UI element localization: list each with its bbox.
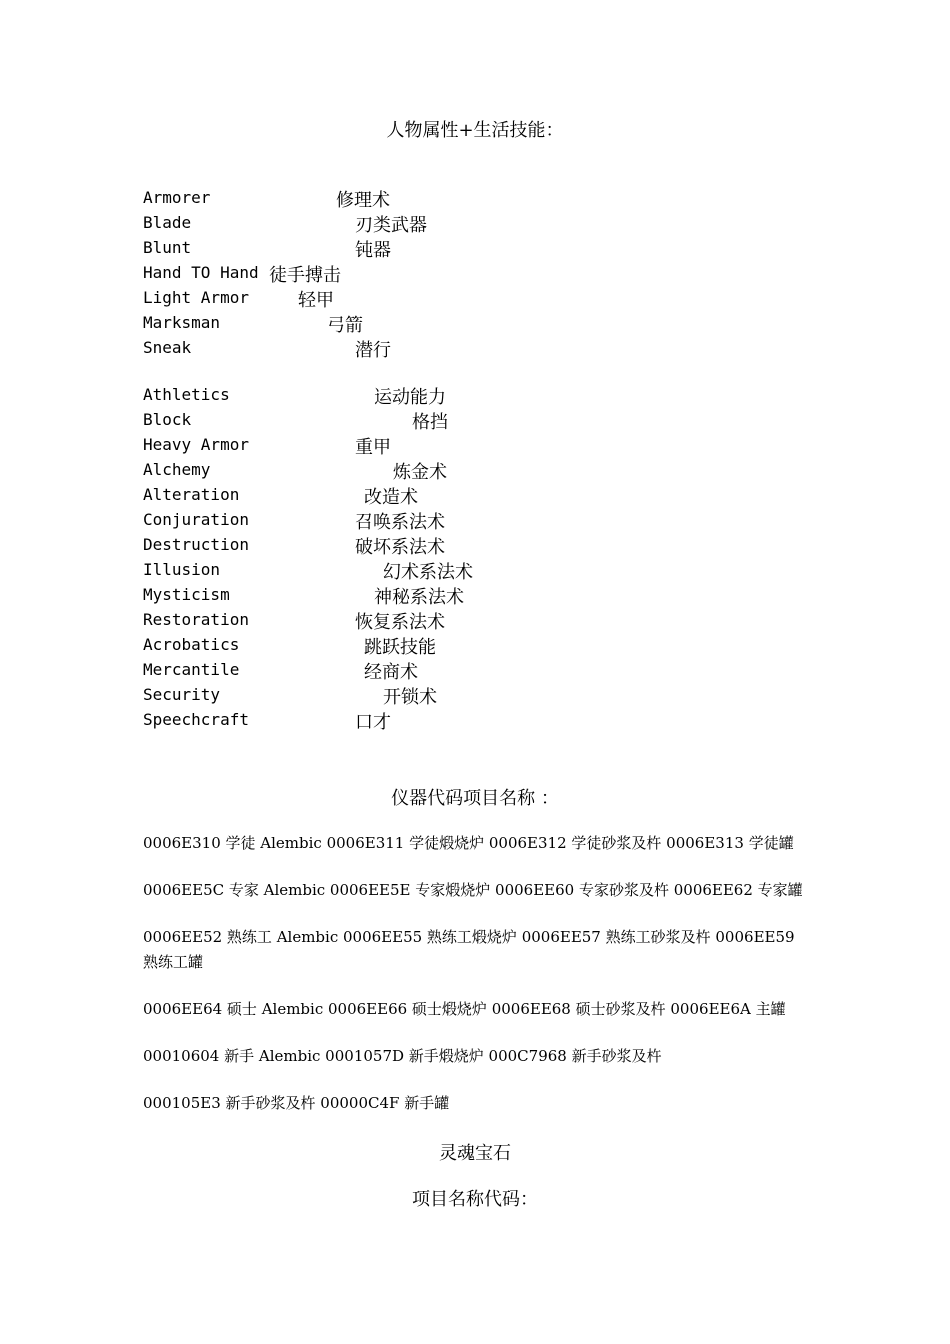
skill-english: Blade	[143, 213, 192, 232]
skill-chinese: 幻术系法术	[383, 562, 473, 583]
skill-english: Conjuration	[143, 510, 249, 529]
skill-chinese: 改造术	[364, 487, 418, 508]
skill-english: Acrobatics	[143, 635, 240, 654]
skill-chinese: 神秘系法术	[374, 587, 464, 608]
skill-chinese: 潜行	[355, 340, 391, 361]
skill-chinese: 徒手搏击	[269, 265, 341, 286]
instrument-code-line: 0006E310 学徒 Alembic 0006E311 学徒煅烧炉 0006E312 学徒砂浆及杵 0006E313 学徒罐	[143, 834, 794, 852]
skill-chinese: 口才	[355, 712, 391, 733]
skill-chinese: 跳跃技能	[364, 637, 436, 658]
instrument-code-line: 0006EE52 熟练工 Alembic 0006EE55 熟练工煅烧炉 0006EE57 熟练工砂浆及杵 0006EE59 熟练工罐	[143, 928, 795, 971]
skill-english: Athletics	[143, 385, 230, 404]
skill-english: Mercantile	[143, 660, 240, 679]
skill-english: Speechcraft	[143, 710, 249, 729]
skill-english: Heavy Armor	[143, 435, 249, 454]
skill-english: Sneak	[143, 338, 192, 357]
skill-english: Alchemy	[143, 460, 211, 479]
skill-english: Blunt	[143, 238, 192, 257]
skill-english: Block	[143, 410, 192, 429]
heading-instruments: 仪器代码项目名称 ：	[391, 788, 559, 809]
skill-chinese: 弓箭	[327, 315, 363, 336]
heading-soul-gems: 灵魂宝石	[439, 1143, 511, 1164]
instrument-code-line: 00010604 新手 Alembic 0001057D 新手煅烧炉 000C7968 新手砂浆及杵	[143, 1047, 662, 1065]
skill-chinese: 恢复系法术	[355, 612, 445, 633]
skill-english: Alteration	[143, 485, 240, 504]
skill-chinese: 重甲	[355, 437, 391, 458]
heading-item-code: 项目名称代码：	[412, 1189, 538, 1210]
skill-chinese: 召唤系法术	[355, 512, 445, 533]
instrument-code-line: 0006EE64 硕士 Alembic 0006EE66 硕士煅烧炉 0006EE68 硕士砂浆及杵 0006EE6A 主罐	[143, 1000, 786, 1018]
skill-chinese: 炼金术	[393, 462, 447, 483]
skill-english: Illusion	[143, 560, 221, 579]
skill-chinese: 运动能力	[374, 387, 446, 408]
instrument-code-list	[143, 831, 808, 1138]
skill-english: Mysticism	[143, 585, 230, 604]
skill-chinese: 经商术	[364, 662, 418, 683]
heading-attributes: 人物属性+生活技能：	[386, 120, 564, 141]
instrument-code-line: 000105E3 新手砂浆及杵 00000C4F 新手罐	[143, 1094, 450, 1112]
skill-chinese: 格挡	[412, 412, 448, 433]
skill-english: Destruction	[143, 535, 249, 554]
skill-english: Marksman	[143, 313, 221, 332]
skill-english: Restoration	[143, 610, 249, 629]
skill-english: Light Armor	[143, 288, 249, 307]
skill-chinese: 开锁术	[383, 687, 437, 708]
skill-english: Security	[143, 685, 221, 704]
skill-chinese: 破坏系法术	[355, 537, 445, 558]
skill-chinese: 轻甲	[298, 290, 334, 311]
skill-english: Hand TO Hand	[143, 263, 259, 282]
instrument-code-line: 0006EE5C 专家 Alembic 0006EE5E 专家煅烧炉 0006EE60 专家砂浆及杵 0006EE62 专家罐	[143, 881, 803, 899]
skill-english: Armorer	[143, 188, 211, 207]
skill-chinese: 修理术	[336, 190, 390, 211]
skill-chinese: 钝器	[355, 240, 391, 261]
skill-chinese: 刃类武器	[355, 215, 427, 236]
